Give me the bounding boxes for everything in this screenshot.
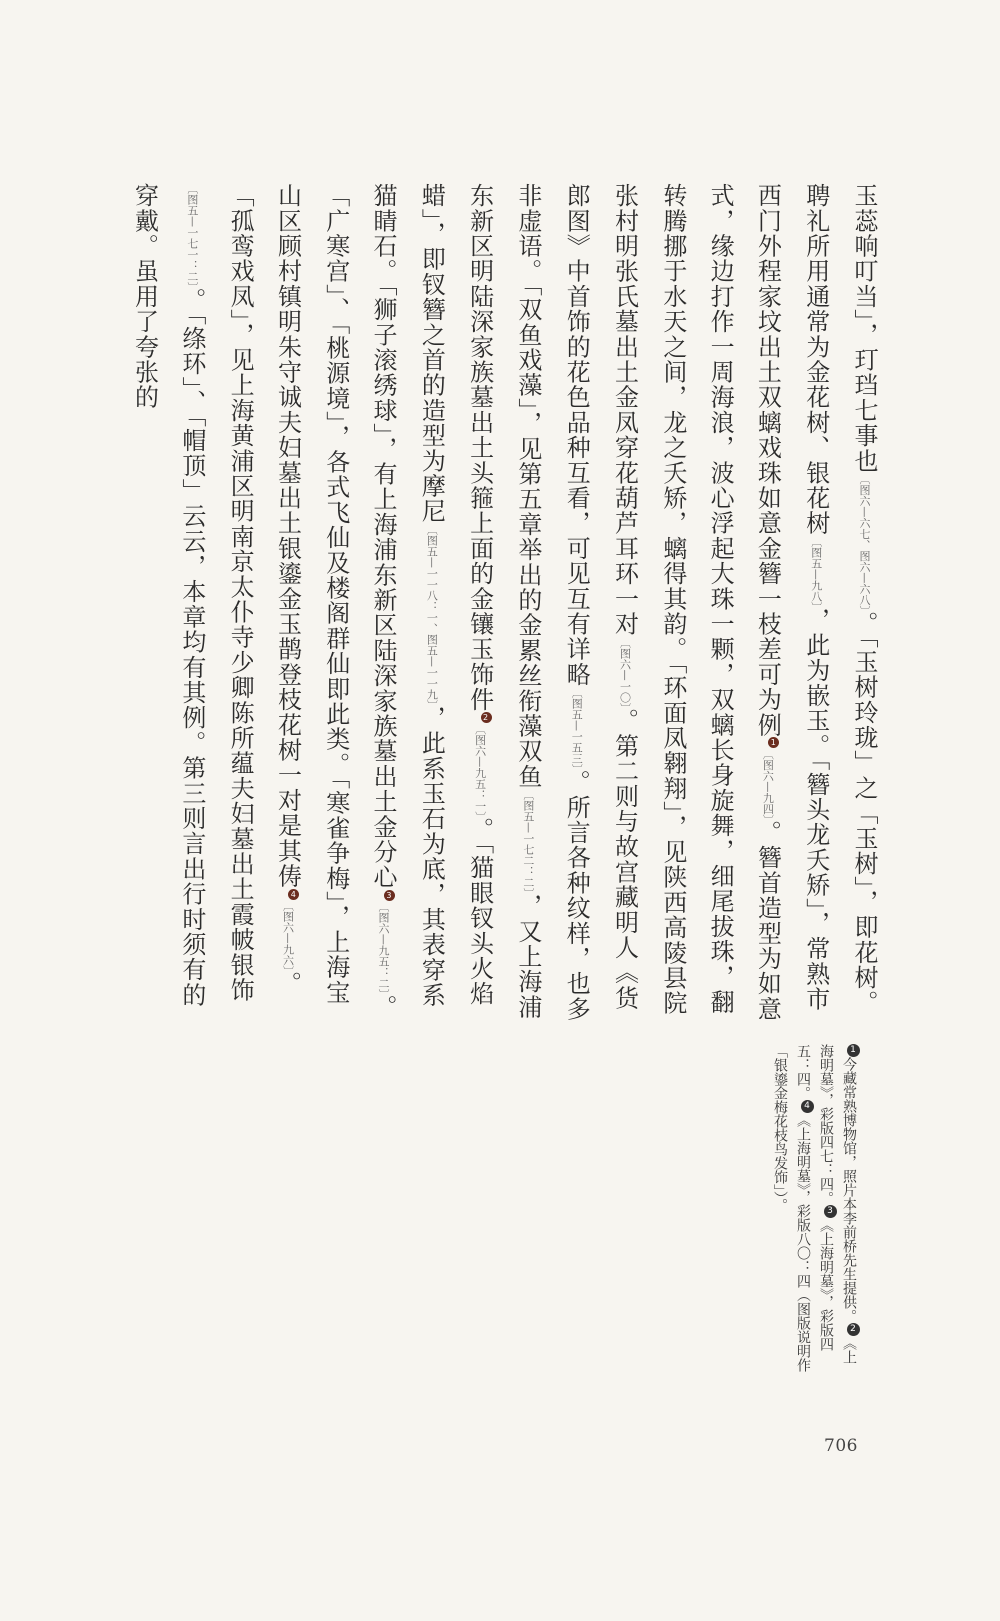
figure-reference: 〔图六—九六〕	[281, 899, 295, 972]
footnotes	[720, 1044, 860, 1374]
figure-reference: 〔图五—九八〕	[809, 535, 823, 608]
figure-reference: 〔图六—九四〕	[761, 748, 775, 820]
footnote-marker: 2	[481, 712, 492, 723]
figure-reference: 〔图五—一五三〕	[570, 687, 584, 770]
text-run: 《上海明墓》，彩版八〇：四（图版说明作「银鎏金梅花枝鸟发饰」）。	[772, 1044, 811, 1372]
footnote-marker: 1	[847, 1044, 860, 1057]
text-run: 今藏常熟博物馆，照片本李前桥先生提供。	[841, 1057, 857, 1323]
text-run: 。所言各种纹样，也多非虚语。「双鱼戏藻」，见第五章举出的金累丝衔藻双鱼	[513, 183, 591, 1022]
text-run: 。「广寒宫」、「桃源境」，各式飞仙及楼阁群仙即此类。「寒雀争梅」，上海宝山区顾村镇明朱守诚夫妇墓出土银鎏金玉鹊登枝花树一对是其俦	[273, 183, 398, 1020]
text-run: ，此系玉石为底，其表穿系猫睛石。「狮子滚绣球」，有上海浦东新区陆深家族墓出土金分心	[369, 183, 446, 1008]
footnote-marker: 4	[288, 889, 299, 900]
text-run: 《上海明墓》，彩版四七：四。	[818, 1044, 857, 1364]
text-run: 。「孤鸾戏凤」，见上海黄浦区明南京太仆寺少卿陈所蕴夫妇墓出土霞帔银饰	[226, 183, 302, 1003]
text-run: 《上海明墓》，彩版四五：四。	[795, 1044, 834, 1351]
text-run: 。簪首造型为如意式，缘边打作一周海浪，波心浮起大珠一颗，双螭长身旋舞，细尾拔珠，翻转腾挪于水天之间，龙之夭矫，螭得其韵。「环面凤翱翔」，见陕西高陵县院张村明张氏墓出土金凤穿花葫芦耳环一对	[610, 183, 782, 1022]
figure-reference: 〔图六—六七、图六—六八〕	[858, 473, 871, 611]
footnotes-paragraph	[772, 1044, 857, 1372]
figure-reference: 〔图五—一七二：二〕	[521, 789, 535, 894]
figure-reference: 〔图五—一七一：二〕	[185, 183, 199, 288]
main-body-text	[92, 183, 888, 1023]
text-run: ，又上海浦东新区明陆深家族墓出土头箍上面的金镶玉饰件	[465, 183, 542, 1020]
figure-reference: 〔图五—一一八：一、图五—一一九〕	[425, 523, 439, 706]
figure-reference: 〔图六—九五：二〕	[377, 900, 391, 995]
footnote-marker: 1	[768, 737, 779, 748]
text-run: 。「绦环」、「帽顶」云云，本章均有其例。第三则言出行时须有的穿戴。虽用了夸张的	[130, 183, 206, 1008]
footnote-marker: 4	[801, 1100, 814, 1113]
text-run: 。「玉树玲珑」之「玉树」，即花树。聘礼所用通常为金花树、银花树	[801, 183, 878, 1016]
main-paragraph	[120, 183, 888, 1023]
text-run: 。「猫眼钗头火焰蜡」，即钗簪之首的造型为摩尼	[417, 183, 494, 1007]
page-number: 706	[824, 1436, 858, 1456]
text-run: ，此为嵌玉。「簪头龙夭矫」，常熟市西门外程家坟出土双螭戏珠如意金簪一枝差可为例	[753, 183, 830, 1012]
text-run: 玉蕊响叮当」，玎珰七事也	[850, 183, 878, 474]
footnote-marker: 3	[824, 1205, 837, 1218]
footnote-marker: 2	[847, 1323, 860, 1336]
figure-reference: 〔图六—九五：一〕	[473, 723, 487, 817]
footnote-marker: 3	[384, 890, 395, 901]
text-run: 。第二则与故宫藏明人《货郎图》中首饰的花色品种互看，可见互有详略	[562, 183, 639, 1011]
figure-reference: 〔图六—一〇〕	[618, 636, 632, 709]
